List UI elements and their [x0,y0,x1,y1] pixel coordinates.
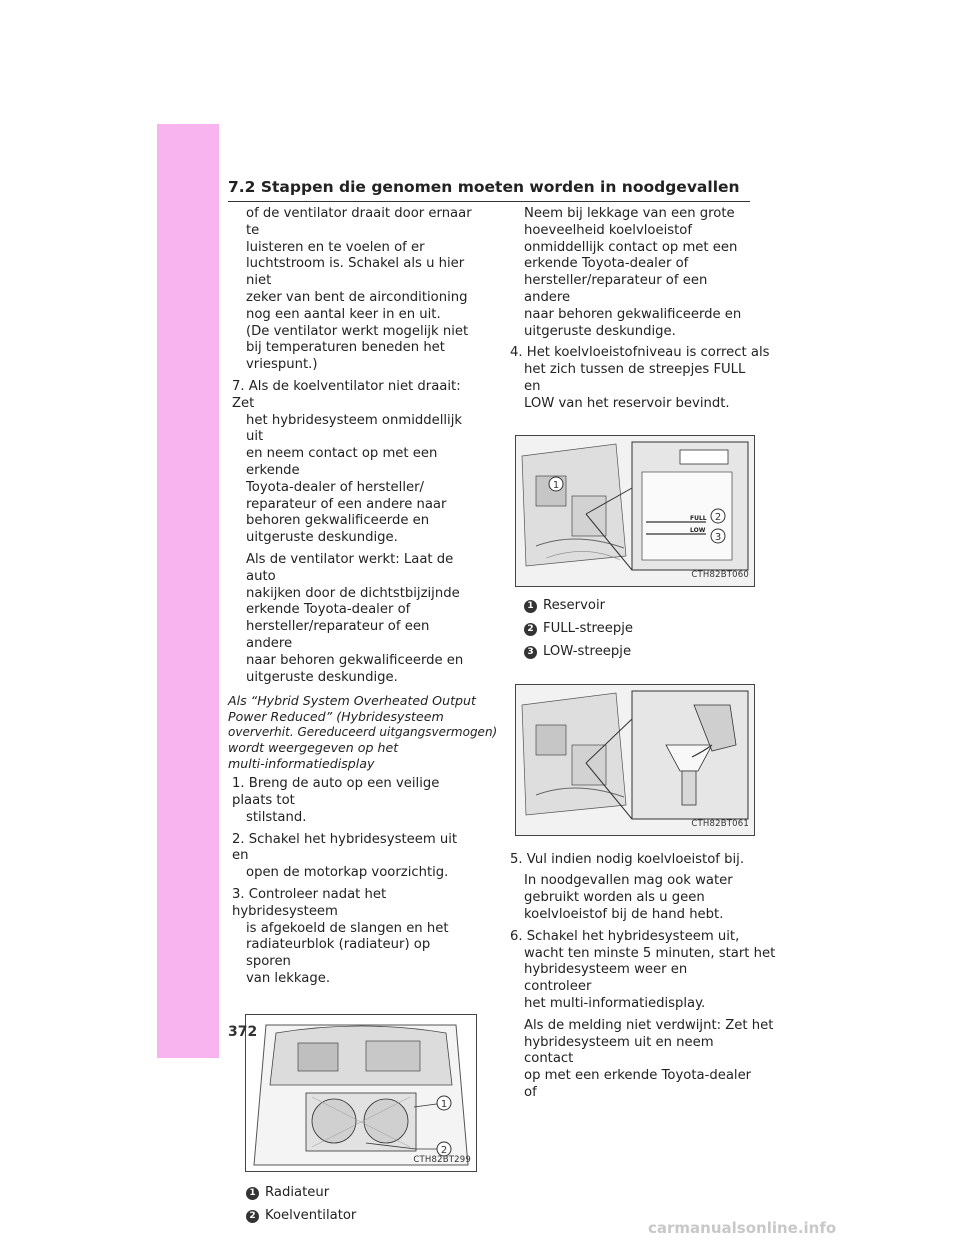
text-line: behoren gekwalificeerde en [246,513,430,529]
text-line: uitgeruste deskundige. [246,530,398,546]
figure-code: CTH82BT061 [691,818,749,829]
step-5 [506,852,752,869]
text-line: uitgeruste deskundige. [246,669,398,685]
text-line: of de ventilator draait door ernaar te [246,206,472,238]
right-column [506,206,776,1102]
step-4 [506,345,770,412]
radiator-figure [245,1014,477,1172]
full-mark-label: FULL [690,514,707,522]
svg-text:2: 2 [440,1144,448,1156]
callout-number: 3 [524,646,537,659]
legend-label: Koelventilator [265,1207,357,1223]
text-line: 4. Het koelvloeistofniveau is correct als [510,345,770,361]
callout-number: 2 [246,1210,259,1223]
svg-text:1: 1 [552,479,560,491]
legend-label: FULL-streepje [543,620,634,636]
text-line: hybridesysteem uit en neem contact [524,1034,714,1067]
text-line: Toyota-dealer of hersteller/ [246,479,424,495]
left-continuation [228,206,476,374]
text-line: 7. Als de koelventilator niet draait: Zet [232,378,461,411]
text-line: Als de melding niet verdwijnt: Zet het [524,1017,774,1033]
text-line: Als “Hybrid System Overheated Output [228,693,476,709]
legend-label: Reservoir [543,597,606,613]
text-line: uitgeruste deskundige. [524,323,676,339]
site-watermark: carmanualsonline.info [648,1219,837,1237]
text-line: 3. Controleer nadat het hybridesysteem [232,887,387,919]
text-line: op met een erkende Toyota-dealer of [524,1068,752,1100]
step-6-b [506,1017,774,1102]
page-number: 372 [228,1024,258,1040]
legend-label: Radiateur [265,1184,330,1200]
legend-item [246,1182,476,1205]
callout-number: 1 [246,1187,259,1200]
text-line: luisteren en te voelen of er [246,239,425,255]
text-line: nog een aantal keer in en uit. [246,306,441,322]
svg-text:2: 2 [714,511,722,523]
figure-code: CTH82BT060 [691,569,749,580]
svg-text:1: 1 [440,1098,448,1110]
text-line: het multi-informatiedisplay. [524,995,706,1011]
refill-illustration [516,685,754,835]
step-7 [228,379,476,547]
page-side-tab [157,124,219,1058]
radiator-legend [228,1182,476,1228]
text-line: zeker van bent de airconditioning [246,289,468,305]
text-line: Neem bij lekkage van een grote [524,206,735,221]
legend-item [524,595,752,618]
text-line: hybridesysteem weer en controleer [524,962,688,995]
figure-code: CTH82BT299 [413,1155,471,1166]
right-continuation [506,206,752,340]
step-3 [228,887,476,988]
text-line: multi-informatiedisplay [228,755,375,771]
text-line: gebruikt worden als u geen [524,890,705,906]
text-line: het zich tussen de streepjes FULL en [524,362,746,394]
text-line: onmiddellijk contact op met een [524,239,738,255]
text-line: 1. Breng de auto op een veilige plaats tot [232,776,440,809]
step-1 [228,776,476,826]
legend-item [524,618,752,641]
text-line: bij temperaturen beneden het [246,340,445,356]
step-2 [228,832,476,882]
left-column [228,206,498,1228]
legend-item [246,1205,476,1228]
callout-number: 1 [524,600,537,613]
text-line: naar behoren gekwalificeerde en [524,306,742,322]
text-line: hersteller/reparateur of een andere [524,273,708,305]
reservoir-legend [506,595,752,664]
text-line: Power Reduced” (Hybridesysteem [228,708,444,724]
text-line: is afgekoeld de slangen en het [246,920,449,936]
legend-label: LOW-streepje [543,643,632,659]
text-line: het hybridesysteem onmiddellijk uit [246,412,463,445]
text-line: oververhit. Gereduceerd uitgangsvermogen) [228,724,498,739]
engine-bay-illustration [246,1015,476,1171]
text-line: 2. Schakel het hybridesysteem uit en [232,831,458,864]
text-line: hoeveelheid koelvloeistof [524,222,693,238]
reservoir-figure [515,435,755,587]
text-line: koelvloeistof bij de hand hebt. [524,906,724,922]
text-line: open de motorkap voorzichtig. [246,865,449,881]
reservoir-illustration [516,436,754,586]
text-line: stilstand. [246,809,307,825]
text-line: hersteller/reparateur of een andere [246,619,430,651]
step-7-b [228,552,476,686]
text-line: luchtstroom is. Schakel als u hier niet [246,256,465,289]
refill-figure [515,684,755,836]
callout-number: 2 [524,623,537,636]
text-line: wordt weergegeven op het [228,740,399,756]
text-line: 5. Vul indien nodig koelvloeistof bij. [510,851,745,867]
text-line: LOW van het reservoir bevindt. [524,395,730,411]
text-line: erkende Toyota-dealer of [524,256,689,272]
step-6 [506,928,776,1013]
text-line: naar behoren gekwalificeerde en [246,652,464,668]
text-line: In noodgevallen mag ook water [524,873,733,889]
step-5-b [506,873,752,923]
text-line: radiateurblok (radiateur) op sporen [246,937,431,970]
text-line: wacht ten minste 5 minuten, start het [524,945,776,961]
text-line: erkende Toyota-dealer of [246,602,411,618]
text-line: (De ventilator werkt mogelijk niet [246,323,469,339]
low-mark-label: LOW [690,526,706,534]
svg-text:3: 3 [714,531,722,543]
text-line: en neem contact op met een erkende [246,446,438,478]
text-line: van lekkage. [246,971,331,987]
section-header: 7.2 Stappen die genomen moeten worden in noodgevallen [228,178,750,202]
text-line: vriespunt.) [246,357,318,373]
legend-item [524,641,752,664]
text-line: 6. Schakel het hybridesysteem uit, [510,928,740,944]
text-line: Als de ventilator werkt: Laat de auto [246,551,454,584]
condition-heading [228,693,498,771]
text-line: nakijken door de dichtstbijzijnde [246,585,460,601]
text-line: reparateur of een andere naar [246,496,447,512]
